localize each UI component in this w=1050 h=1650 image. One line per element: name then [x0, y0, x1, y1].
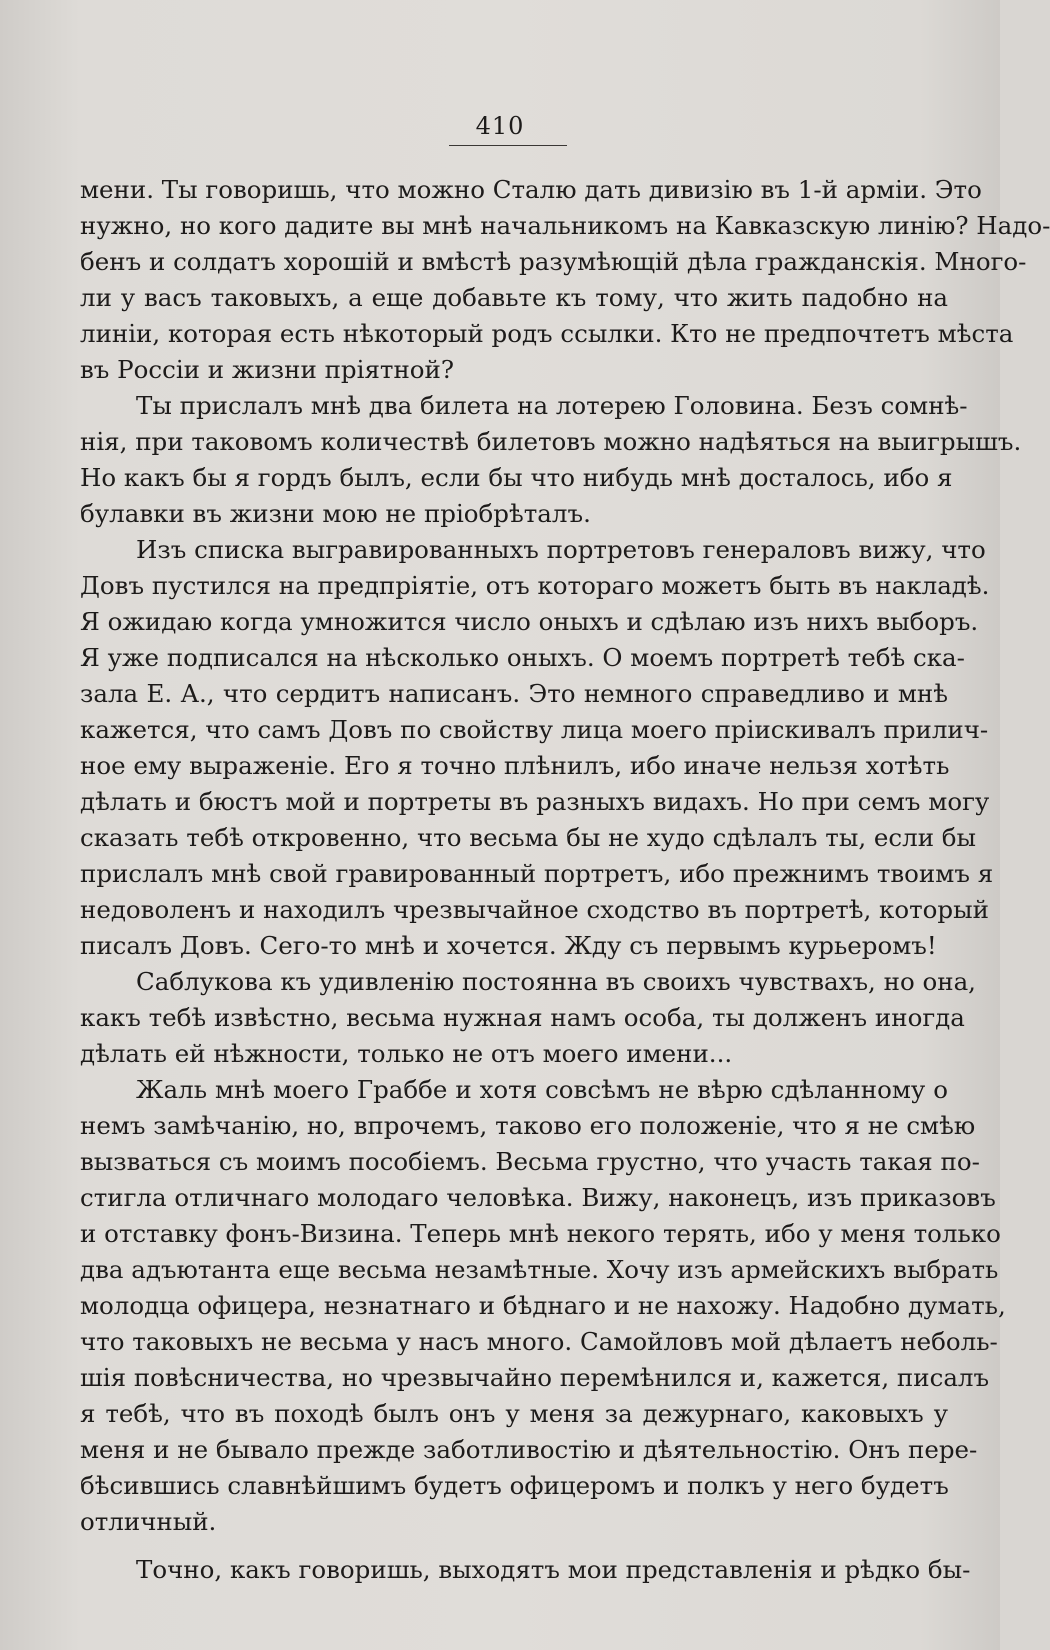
text-line: Жаль мнѣ моего Граббе и хотя совсѣмъ не вѣрю сдѣланному о	[136, 1075, 948, 1104]
text-line: дѣлать и бюстъ мой и портреты въ разныхъ видахъ. Но при семъ могу	[80, 787, 990, 816]
text-line: ное ему выраженіе. Его я точно плѣнилъ, ибо иначе нельзя хотѣть	[80, 751, 950, 780]
text-line: и отставку фонъ-Визина. Теперь мнѣ некого терять, ибо у меня только	[80, 1219, 1001, 1248]
text-line: прислалъ мнѣ свой гравированный портретъ, ибо прежнимъ твоимъ я	[80, 859, 994, 888]
text-line: Я уже подписался на нѣсколько оныхъ. О моемъ портретѣ тебѣ ска-	[80, 643, 965, 672]
text-line: ли у васъ таковыхъ, а еще добавьте къ тому, что жить падобно на	[80, 283, 948, 312]
text-line: Ты прислалъ мнѣ два билета на лотерею Головина. Безъ сомнѣ-	[136, 391, 968, 420]
text-line: нія, при таковомъ количествѣ билетовъ можно надѣяться на выигрышъ.	[80, 427, 1022, 456]
text-line: отличный.	[80, 1507, 217, 1536]
page-number-rule	[449, 145, 567, 146]
text-line: мени. Ты говоришь, что можно Сталю дать дивизію въ 1-й арміи. Это	[80, 175, 982, 204]
text-line: сказать тебѣ откровенно, что весьма бы не худо сдѣлалъ ты, если бы	[80, 823, 977, 852]
text-line: какъ тебѣ извѣстно, весьма нужная намъ особа, ты долженъ иногда	[80, 1003, 965, 1032]
text-line: линіи, которая есть нѣкоторый родъ ссылки. Кто не предпочтетъ мѣста	[80, 319, 1014, 348]
text-line: Довъ пустился на предпріятіе, отъ котораго можетъ быть въ накладѣ.	[80, 571, 990, 600]
body-text	[80, 172, 1050, 1588]
text-line: писалъ Довъ. Сего-то мнѣ и хочется. Жду съ первымъ курьеромъ!	[80, 931, 937, 960]
text-line: Я ожидаю когда умножится число оныхъ и сдѣлаю изъ нихъ выборъ.	[80, 607, 979, 636]
text-line: Но какъ бы я гордъ былъ, если бы что нибудь мнѣ досталось, ибо я	[80, 463, 953, 492]
paragraph-gap	[80, 1540, 948, 1552]
text-line: Изъ списка выгравированныхъ портретовъ генераловъ вижу, что	[136, 535, 986, 564]
text-line: меня и не бывало прежде заботливостію и дѣятельностію. Онъ пере-	[80, 1435, 978, 1464]
text-line: зала Е. А., что сердитъ написанъ. Это немного справедливо и мнѣ	[80, 679, 948, 708]
text-line: бѣсившись славнѣйшимъ будетъ офицеромъ и полкъ у него будетъ	[80, 1471, 949, 1500]
text-line: дѣлать ей нѣжности, только не отъ моего имени...	[80, 1039, 733, 1068]
text-line: недоволенъ и находилъ чрезвычайное сходство въ портретѣ, который	[80, 895, 989, 924]
text-line: молодца офицера, незнатнаго и бѣднаго и не нахожу. Надобно думать,	[80, 1291, 1006, 1320]
text-line: нужно, но кого дадите вы мнѣ начальникомъ на Кавказскую линію? Надо-	[80, 211, 1050, 240]
text-line: два адъютанта еще весьма незамѣтные. Хочу изъ армейскихъ выбрать	[80, 1255, 999, 1284]
text-line: кажется, что самъ Довъ по свойству лица моего пріискивалъ прилич-	[80, 715, 989, 744]
text-line: булавки въ жизни мою не пріобрѣталъ.	[80, 499, 591, 528]
text-line: шія повѣсничества, но чрезвычайно перемѣнился и, кажется, писалъ	[80, 1363, 990, 1392]
text-line: я тебѣ, что въ походѣ былъ онъ у меня за дежурнаго, каковыхъ у	[80, 1399, 948, 1428]
text-line: немъ замѣчанію, но, впрочемъ, таково его положеніе, что я не смѣю	[80, 1111, 976, 1140]
text-line: что таковыхъ не весьма у насъ много. Самойловъ мой дѣлаетъ неболь-	[80, 1327, 998, 1356]
text-line: вызваться съ моимъ пособіемъ. Весьма грустно, что участь такая по-	[80, 1147, 980, 1176]
text-line: Точно, какъ говоришь, выходятъ мои представленія и рѣдко бы-	[136, 1555, 971, 1584]
text-line: стигла отличнаго молодаго человѣка. Вижу, наконецъ, изъ приказовъ	[80, 1183, 996, 1212]
text-line: въ Россіи и жизни пріятной?	[80, 355, 454, 384]
text-line: Саблукова къ удивленію постоянна въ своихъ чувствахъ, но она,	[136, 967, 976, 996]
text-line: бенъ и солдатъ хорошій и вмѣстѣ разумѣющій дѣла гражданскія. Много-	[80, 247, 1027, 276]
page-number: 410	[475, 112, 525, 140]
